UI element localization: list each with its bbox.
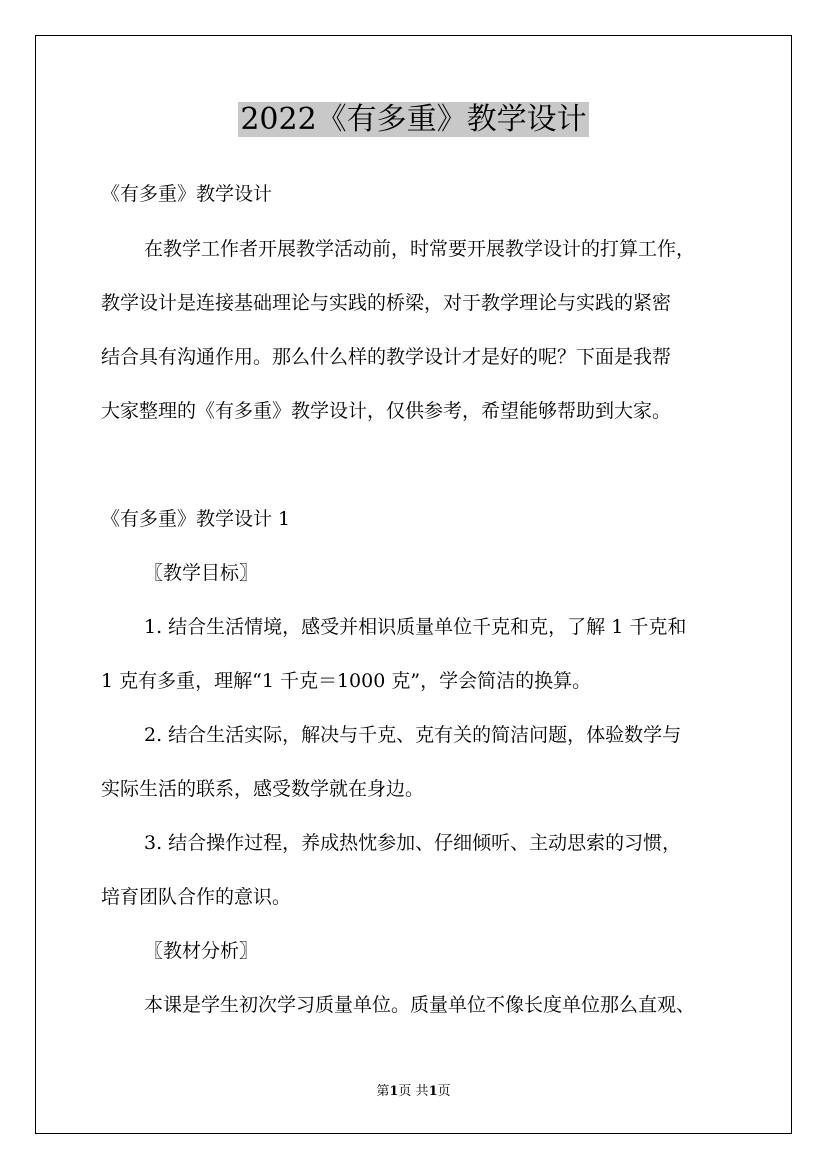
paragraph-line: 3. 结合操作过程，养成热忱参加、仔细倾听、主动思索的习惯， xyxy=(144,832,682,854)
paragraph-line: 在教学工作者开展教学活动前，时常要开展教学设计的打算工作， xyxy=(144,238,696,260)
paragraph-line: 实际生活的联系，感受数学就在身边。 xyxy=(101,778,425,800)
paragraph-line: 大家整理的《有多重》教学设计，仅供参考，希望能够帮助到大家。 xyxy=(101,400,672,422)
page-label-suffix: 页 xyxy=(437,1084,451,1099)
paragraph-line: 本课是学生初次学习质量单位。质量单位不像长度单位那么直观、 xyxy=(144,994,696,1016)
subheading-teaching-goals: 〖教学目标〗 xyxy=(144,562,259,584)
paragraph-line: 2. 结合生活实际，解决与千克、克有关的简洁问题，体验数学与 xyxy=(144,724,682,746)
paragraph-line: 结合具有沟通作用。那么什么样的教学设计才是好的呢？下面是我帮 xyxy=(101,346,672,368)
section-heading-intro: 《有多重》教学设计 xyxy=(101,183,273,205)
page-label-prefix: 第 xyxy=(376,1084,390,1099)
page-total-number: 1 xyxy=(428,1084,438,1099)
page-label-mid: 页 共 xyxy=(398,1084,429,1099)
subheading-textbook-analysis: 〖教材分析〗 xyxy=(144,940,259,962)
paragraph-line: 教学设计是连接基础理论与实践的桥梁，对于教学理论与实践的紧密 xyxy=(101,292,672,314)
page-footer xyxy=(0,1083,827,1101)
section-heading-design-1: 《有多重》教学设计 1 xyxy=(101,508,291,530)
paragraph-line: 培育团队合作的意识。 xyxy=(101,886,292,908)
paragraph-line: 1 克有多重，理解“1 千克＝1000 克”，学会简洁的换算。 xyxy=(101,670,592,692)
paragraph-line: 1. 结合生活情境，感受并相识质量单位千克和克，了解 1 千克和 xyxy=(144,616,687,638)
page-current-number: 1 xyxy=(389,1084,399,1099)
document-title-text: 2022《有多重》教学设计 xyxy=(240,102,587,137)
document-title xyxy=(0,97,827,143)
